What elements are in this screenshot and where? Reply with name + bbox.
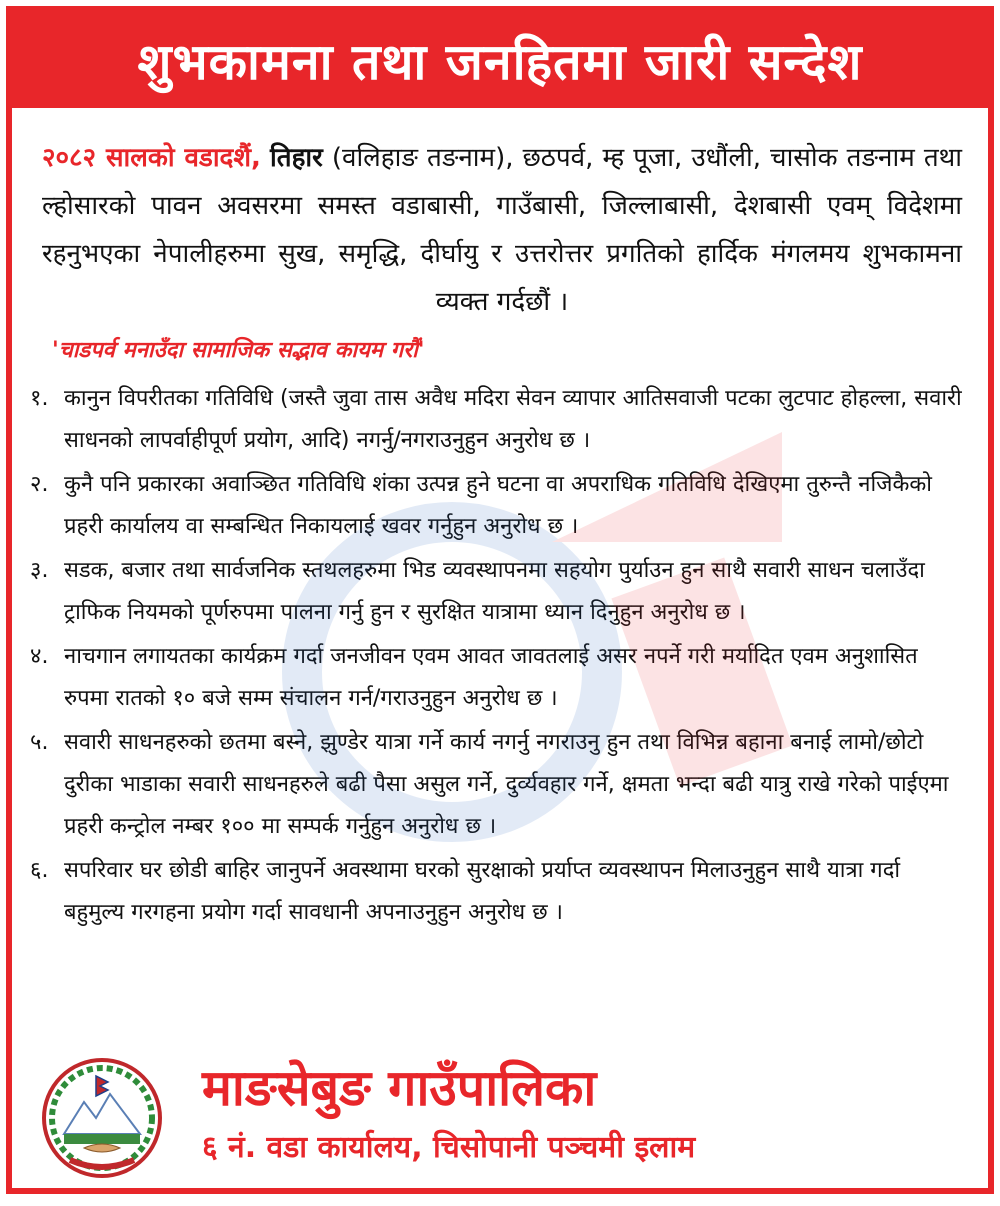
- item-text: सवारी साधनहरुको छतमा बस्ने, झुण्डेर यात्रा गर्ने कार्य नगर्नु नगराउनु हुन तथा विभिन्न बहाना बनाई लामो/छोटो दुरीका भाडाका सवारी साधनहरुले बढी पैसा असुल गर्ने, दुर्व्यवहार गर्ने, क्षमता भन्दा बढी यात्रु राखे गरेको पाईएमा प्रहरी कन्ट्रोल नम्बर १०० मा सम्पर्क गर्नुहुन अनुरोध छ ।: [64, 730, 949, 839]
- item-number: १.: [30, 386, 49, 411]
- greeting-paragraph: [12, 108, 988, 326]
- item-number: २.: [30, 472, 49, 497]
- footer: [12, 1048, 988, 1188]
- list-item: [30, 722, 966, 848]
- organization-name: माङसेबुङ गाउँपालिका: [202, 1059, 597, 1117]
- header-banner: [12, 12, 988, 108]
- list-item: [30, 550, 966, 634]
- list-item: [30, 378, 966, 462]
- item-text: सपरिवार घर छोडी बाहिर जानुपर्ने अवस्थामा घरको सुरक्षाको प्रर्याप्त व्यवस्थापन मिलाउनुहुन साथै यात्रा गर्दा बहुमुल्य गरगहना प्रयोग गर्दा सावधानी अपनाउनुहुन अनुरोध छ ।: [64, 858, 901, 925]
- page-title: शुभकामना तथा जनहितमा जारी सन्देश: [137, 33, 863, 91]
- item-number: ३.: [30, 558, 49, 583]
- list-item: [30, 850, 966, 934]
- item-number: ४.: [30, 644, 49, 669]
- year-festival-text: २०८२ सालको वडादशैं,: [42, 143, 261, 173]
- item-number: ६.: [30, 858, 49, 883]
- nepal-emblem-icon: [40, 1056, 164, 1180]
- instruction-list: [30, 378, 966, 934]
- item-number: ५.: [30, 730, 49, 755]
- list-item: [30, 464, 966, 548]
- list-item: [30, 636, 966, 720]
- notice-page: [6, 6, 994, 1194]
- slogan: 'चाडपर्व मनाउँदा सामाजिक सद्भाव कायम गरौं': [52, 338, 425, 363]
- item-text: सडक, बजार तथा सार्वजनिक स्तथलहरुमा भिड व्यवस्थापनमा सहयोग पुर्याउन हुन साथै सवारी साधन चलाउँदा ट्राफिक नियमको पूर्णरुपमा पालना गर्नु हुन र सुरक्षित यात्रामा ध्यान दिनुहुन अनुरोध छ ।: [64, 558, 925, 625]
- tihar-text: तिहार: [270, 143, 323, 173]
- greeting-rest-text: (वलिहाङ तङनाम), छठपर्व, म्ह पूजा, उधौंली, चासोक तङनाम तथा ल्होसारको पावन अवसरमा समस्त वडाबासी, गाउँबासी, जिल्लाबासी, देशबासी एवम् विदेशमा रहनुभएका नेपालीहरुमा सुख, समृद्धि, दीर्घायु र उत्तरोत्तर प्रगतिको हार्दिक मंगलमय शुभकामना व्यक्त गर्दछौं ।: [42, 143, 963, 317]
- organization-address: ६ नं. वडा कार्यालय, चिसोपानी पञ्चमी इलाम: [202, 1130, 696, 1165]
- item-text: कुनै पनि प्रकारका अवाञ्छित गतिविधि शंका उत्पन्न हुने घटना वा अपराधिक गतिविधि देखिएमा तुरुन्तै नजिकैको प्रहरी कार्यालय वा सम्बन्धित निकायलाई खवर गर्नुहुन अनुरोध छ ।: [64, 472, 932, 539]
- item-text: कानुन विपरीतका गतिविधि (जस्तै जुवा तास अवैध मदिरा सेवन व्यापार आतिसवाजी पटका लुटपाट होहल्ला, सवारी साधनको लापर्वाहीपूर्ण प्रयोग, आदि) नगर्नु/नगराउनुहुन अनुरोध छ ।: [64, 386, 962, 453]
- item-text: नाचगान लगायतका कार्यक्रम गर्दा जनजीवन एवम आवत जावतलाई असर नपर्ने गरी मर्यादित एवम अनुशासित रुपमा रातको १० बजे सम्म संचालन गर्न/गराउनुहुन अनुरोध छ ।: [64, 644, 918, 711]
